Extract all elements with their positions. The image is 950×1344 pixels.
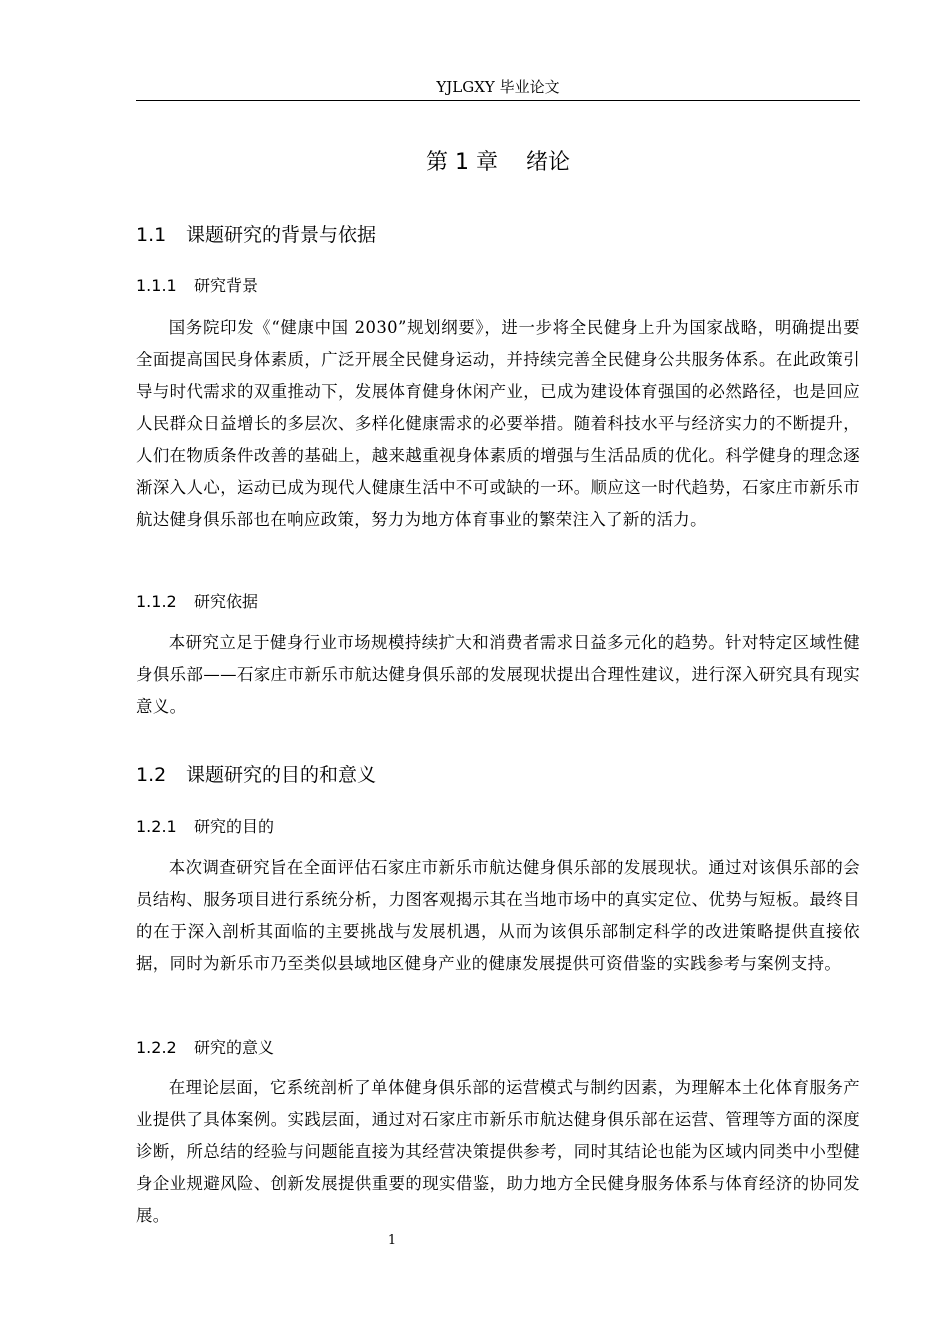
paragraph-research-significance: 在理论层面，它系统剖析了单体健身俱乐部的运营模式与制约因素，为理解本土化体育服务产业提供了具体案例。实践层面，通过对石家庄市新乐市航达健身俱乐部在运营、管理等方面的深度诊断，所总结的经验与问题能直接为其经营决策提供参考，同时其结论也能为区域内同类中小型健身企业规避风险、创新发展提供重要的现实借鉴，助力地方全民健身服务体系与体育经济的协同发展。	[136, 1078, 860, 1225]
paragraph-research-basis: 本研究立足于健身行业市场规模持续扩大和消费者需求日益多元化的趋势。针对特定区域性健身俱乐部——石家庄市新乐市航达健身俱乐部的发展现状提出合理性建议，进行深入研究具有现实意义。	[136, 633, 860, 716]
subsection-number: 1.1.1	[136, 276, 177, 295]
section-number: 1.2	[136, 764, 167, 786]
page-number: 1	[387, 1233, 397, 1248]
subsection-heading-1-2-2	[136, 1035, 274, 1061]
subsection-heading-1-2-1	[136, 814, 274, 840]
section-heading-1-2	[136, 760, 376, 790]
subsection-number: 1.2.1	[136, 817, 177, 836]
subsection-heading-1-1-1	[136, 273, 258, 299]
section-number: 1.1	[136, 224, 167, 246]
section-title: 课题研究的背景与依据	[186, 224, 377, 246]
subsection-title: 研究依据	[194, 592, 259, 611]
subsection-number: 1.1.2	[136, 592, 177, 611]
header-rule	[136, 100, 860, 101]
running-header: YJLGXY 毕业论文	[436, 78, 560, 96]
subsection-heading-1-1-2	[136, 589, 258, 615]
section-heading-1-1	[136, 220, 376, 250]
paragraph-research-background: 国务院印发《“健康中国 2030”规划纲要》，进一步将全民健身上升为国家战略，明确提出要全面提高国民身体素质，广泛开展全民健身运动，并持续完善全民健身公共服务体系。在此政策引导与时代需求的双重推动下，发展体育健身休闲产业，已成为建设体育强国的必然路径，也是回应人民群众日益增长的多层次、多样化健康需求的必要举措。随着科技水平与经济实力的不断提升，人们在物质条件改善的基础上，越来越重视身体素质的增强与生活品质的优化。科学健身的理念逐渐深入人心，运动已成为现代人健康生活中不可或缺的一环。顺应这一时代趋势，石家庄市新乐市航达健身俱乐部也在响应政策，努力为地方体育事业的繁荣注入了新的活力。	[136, 318, 860, 529]
subsection-title: 研究背景	[194, 276, 259, 295]
subsection-number: 1.2.2	[136, 1038, 177, 1057]
subsection-title: 研究的目的	[194, 817, 275, 836]
section-title: 课题研究的目的和意义	[186, 764, 377, 786]
paragraph-research-purpose: 本次调查研究旨在全面评估石家庄市新乐市航达健身俱乐部的发展现状。通过对该俱乐部的会员结构、服务项目进行系统分析，力图客观揭示其在当地市场中的真实定位、优势与短板。最终目的在于深入剖析其面临的主要挑战与发展机遇，从而为该俱乐部制定科学的改进策略提供直接依据，同时为新乐市乃至类似县域地区健身产业的健康发展提供可资借鉴的实践参考与案例支持。	[136, 858, 860, 973]
subsection-title: 研究的意义	[194, 1038, 275, 1057]
chapter-title: 第 1 章 绪论	[426, 150, 570, 175]
